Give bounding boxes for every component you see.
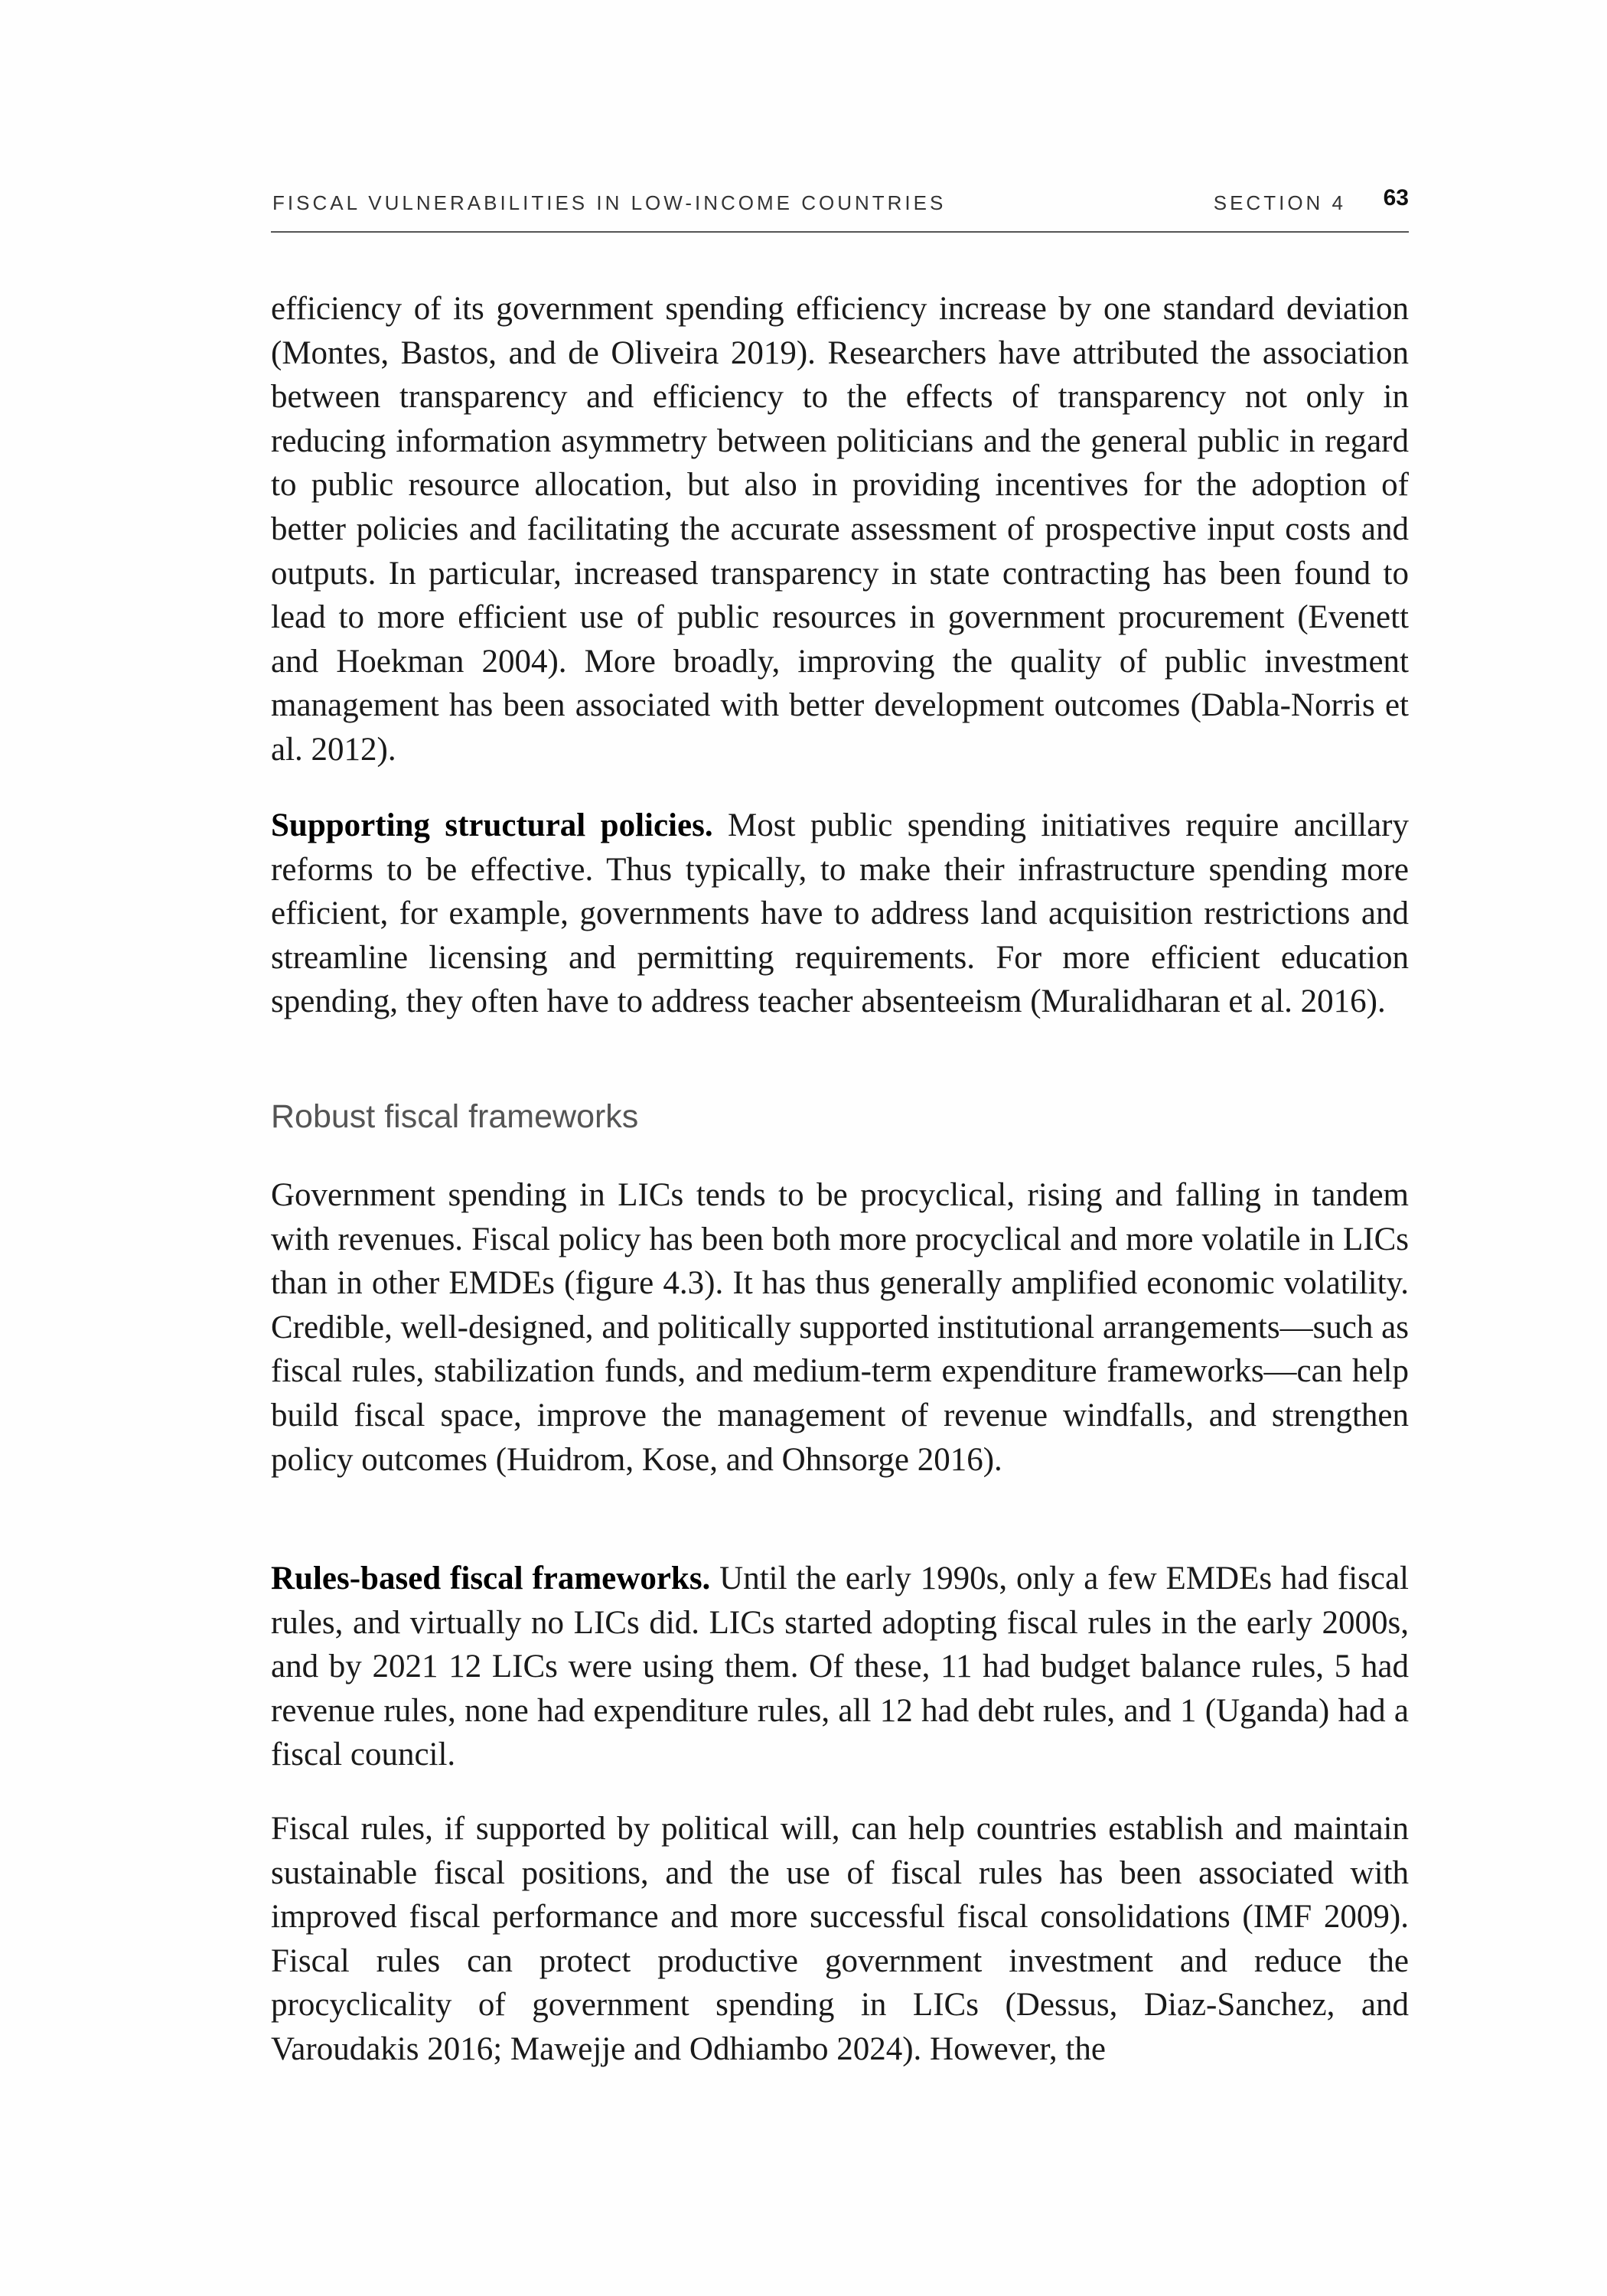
paragraph-body-structural-policies: Most public spending initiatives require ancillary reforms to be effective. Thus typically, to make their infrastructure spending more efficient, for example, governments have to address land acquisition restrictions and streamline licensing and permitting requirements. For more efficient education spending, they often have to address teacher absenteeism (Muralidharan et al. 2016). [271,807,1409,1020]
paragraph-lead-structural-policies: Supporting structural policies. [271,807,713,843]
paragraph-rules-based-frameworks [271,1557,1409,1777]
paragraph-body-rules-based: Until the early 1990s, only a few EMDEs had fiscal rules, and virtually no LICs did. LICs started adopting fiscal rules in the early 2000s, and by 2021 12 LICs were using them. Of these, 11 had budget balance rules, 5 had revenue rules, none had expenditure rules, all 12 had debt rules, and 1 (Uganda) had a fiscal council. [271,1561,1409,1773]
paragraph-procyclical-spending: Government spending in LICs tends to be procyclical, rising and falling in tandem with revenues. Fiscal policy has been both more procyclical and more volatile in LICs than in other EMDEs (figure 4.3). It has thus generally amplified economic volatility. Credible, well-designed, and politically supported institutional arrangements—such as fiscal rules, stabilization funds, and medium-term expenditure frameworks—can help build fiscal space, improve the management of revenue windfalls, and strengthen policy outcomes (Huidrom, Kose, and Ohnsorge 2016). [271,1177,1409,1478]
running-head-title: FISCAL VULNERABILITIES IN LOW-INCOME COUNTRIES [272,191,947,214]
paragraph-fiscal-rules-benefits: Fiscal rules, if supported by political will, can help countries establish and maintain sustainable fiscal positions, and the use of fiscal rules has been associated with improved fiscal performance and more successful fiscal consolidations (IMF 2009). Fiscal rules can protect productive government investment and reduce the procyclicality of government spending in LICs (Dessus, Diaz-Sanchez, and Varoudakis 2016; Mawejje and Odhiambo 2024). However, the [271,1811,1409,2067]
running-head-section: SECTION 4 [1213,191,1346,214]
running-head [271,184,1409,233]
paragraph-lead-rules-based: Rules-based fiscal frameworks. [271,1561,711,1596]
paragraph-transparency-efficiency: efficiency of its government spending efficiency increase by one standard deviation (Montes, Bastos, and de Oliveira 2019). Researchers have attributed the association between transparency and efficiency to the effects of transparency not only in reducing information asymmetry between politicians and the general public in regard to public resource allocation, but also in providing incentives for the adoption of better policies and facilitating the accurate assessment of prospective input costs and outputs. In particular, increased transparency in state contracting has been found to lead to more efficient use of public resources in government procurement (Evenett and Hoekman 2004). More broadly, improving the quality of public investment management has been associated with better development outcomes (Dabla-Norris et al. 2012). [271,291,1409,768]
paragraph-structural-policies [271,804,1409,1024]
page-number: 63 [1383,185,1409,210]
section-subheading: Robust fiscal frameworks [271,1098,639,1135]
